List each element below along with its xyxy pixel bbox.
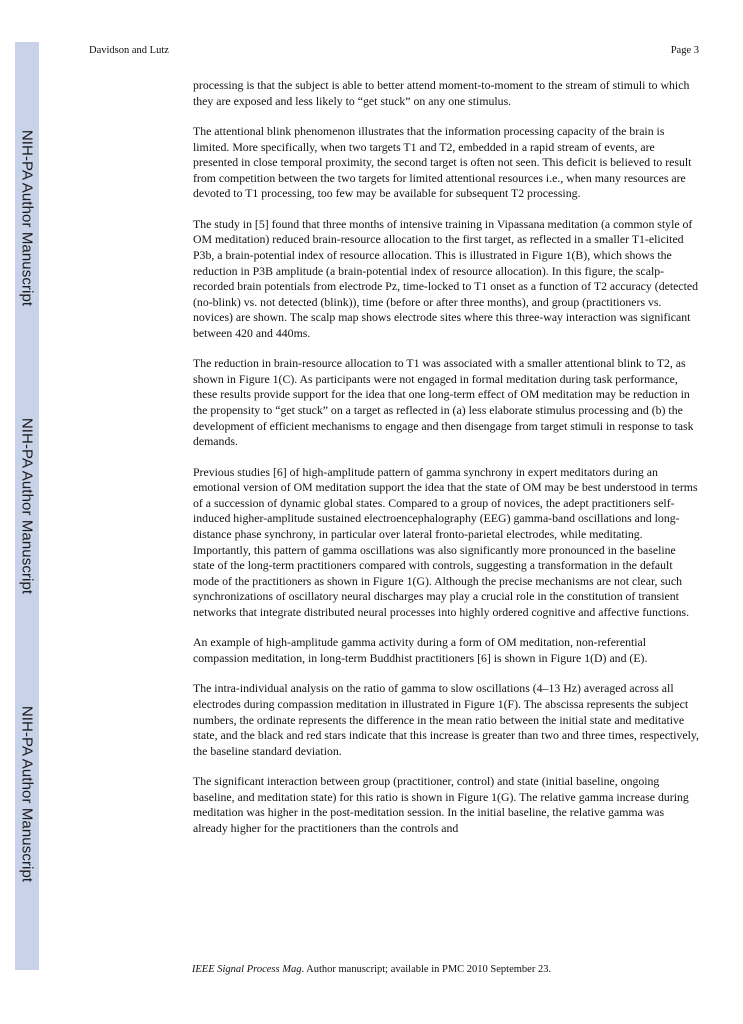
paragraph: The attentional blink phenomenon illustrates that the information processing capacity of the brain is limited. More specifically, when two targets T1 and T2, embedded in a rapid stream of events, are presented in close temporal proximity, the second target is often not seen. This deficit is believed to result from competition between the two targets for limited attentional resources i.e., when many resources are devoted to T1 processing, too few may be available for subsequent T2 processing.: [193, 123, 692, 201]
sidebar-label: NIH-PA Author Manuscript: [18, 129, 36, 307]
body-text: [193, 78, 700, 851]
paragraph: The study in [5] found that three months of intensive training in Vipassana meditation (a common style of OM meditation) reduced brain-resource allocation to the first target, as reflected in a smaller T1-elicited P3b, a brain-potential index of resource allocation. This is illustrated in Figure 1(B), which shows the reduction in P3B amplitude (a brain-potential index of resource allocation). In this figure, the scalp-recorded brain potentials from electrode Pz, time-locked to T1 onset as a function of T2 accuracy (detected (no-blink) vs. not detected (blink)), time (before or after three months), and group (practitioners vs. novices) are shown. The scalp map shows electrode sites where this three-way interaction was significant between 420 and 440ms.: [193, 216, 698, 340]
sidebar-label: NIH-PA Author Manuscript: [18, 705, 36, 883]
sidebar-label: NIH-PA Author Manuscript: [18, 417, 36, 595]
page-number: Page 3: [670, 45, 699, 56]
paragraph: An example of high-amplitude gamma activity during a form of OM meditation, non-referential compassion meditation, in long-term Buddhist practitioners [6] is shown in Figure 1(D) and (E).: [193, 635, 648, 665]
paragraph: Previous studies [6] of high-amplitude pattern of gamma synchrony in expert meditators during an emotional version of OM meditation support the idea that the state of OM may be best understood in terms of a succession of dynamic global states. Compared to a group of novices, the adept practitioners self-induced higher-amplitude sustained electroencephalography (EEG) gamma-band oscillations and long-distance phase synchrony, in particular over lateral fronto-parietal electrodes, while meditating. Importantly, this pattern of gamma oscillations was also significantly more pronounced in the baseline state of the long-term practitioners compared with controls, suggesting a transformation in the default mode of the practitioners as shown in Figure 1(G). Although the precise mechanisms are not clear, such synchronizations of oscillatory neural discharges may play a crucial role in the constitution of transient networks that integrate distributed neural processes into highly ordered cognitive and affective functions.: [193, 464, 698, 619]
paragraph: The intra-individual analysis on the ratio of gamma to slow oscillations (4–13 Hz) averaged across all electrodes during compassion meditation in illustrated in Figure 1(F). The abscissa represents the subject numbers, the ordinate represents the difference in the mean ratio between the initial state and meditative state, and the black and red stars indicate that this increase is greater than two and three times, respectively, the baseline standard deviation.: [193, 681, 699, 758]
footer-citation: [0, 964, 743, 975]
paragraph: The significant interaction between group (practitioner, control) and state (initial baseline, ongoing baseline, and meditation state) for this ratio is shown in Figure 1(G). The relative gamma increase during meditation was higher in the post-meditation session. In the initial baseline, the relative gamma was already higher for the practitioners than the controls and: [193, 774, 689, 835]
footer-text: . Author manuscript; available in PMC 2010 September 23.: [301, 964, 552, 975]
journal-name: IEEE Signal Process Mag: [191, 964, 302, 975]
running-header-authors: Davidson and Lutz: [89, 45, 169, 56]
paragraph: The reduction in brain-resource allocation to T1 was associated with a smaller attentional blink to T2, as shown in Figure 1(C). As participants were not engaged in formal meditation during task performance, these results provide support for the idea that one long-term effect of OM meditation may be reduction in the propensity to “get stuck” on a target as reflected in (a) less elaborate stimulus processing and (b) the development of efficient mechanisms to engage and then disengage from target stimuli in response to task demands.: [193, 356, 694, 449]
paragraph: processing is that the subject is able to better attend moment-to-moment to the stream of stimuli to which they are exposed and less likely to “get stuck” on any one stimulus.: [193, 78, 690, 108]
